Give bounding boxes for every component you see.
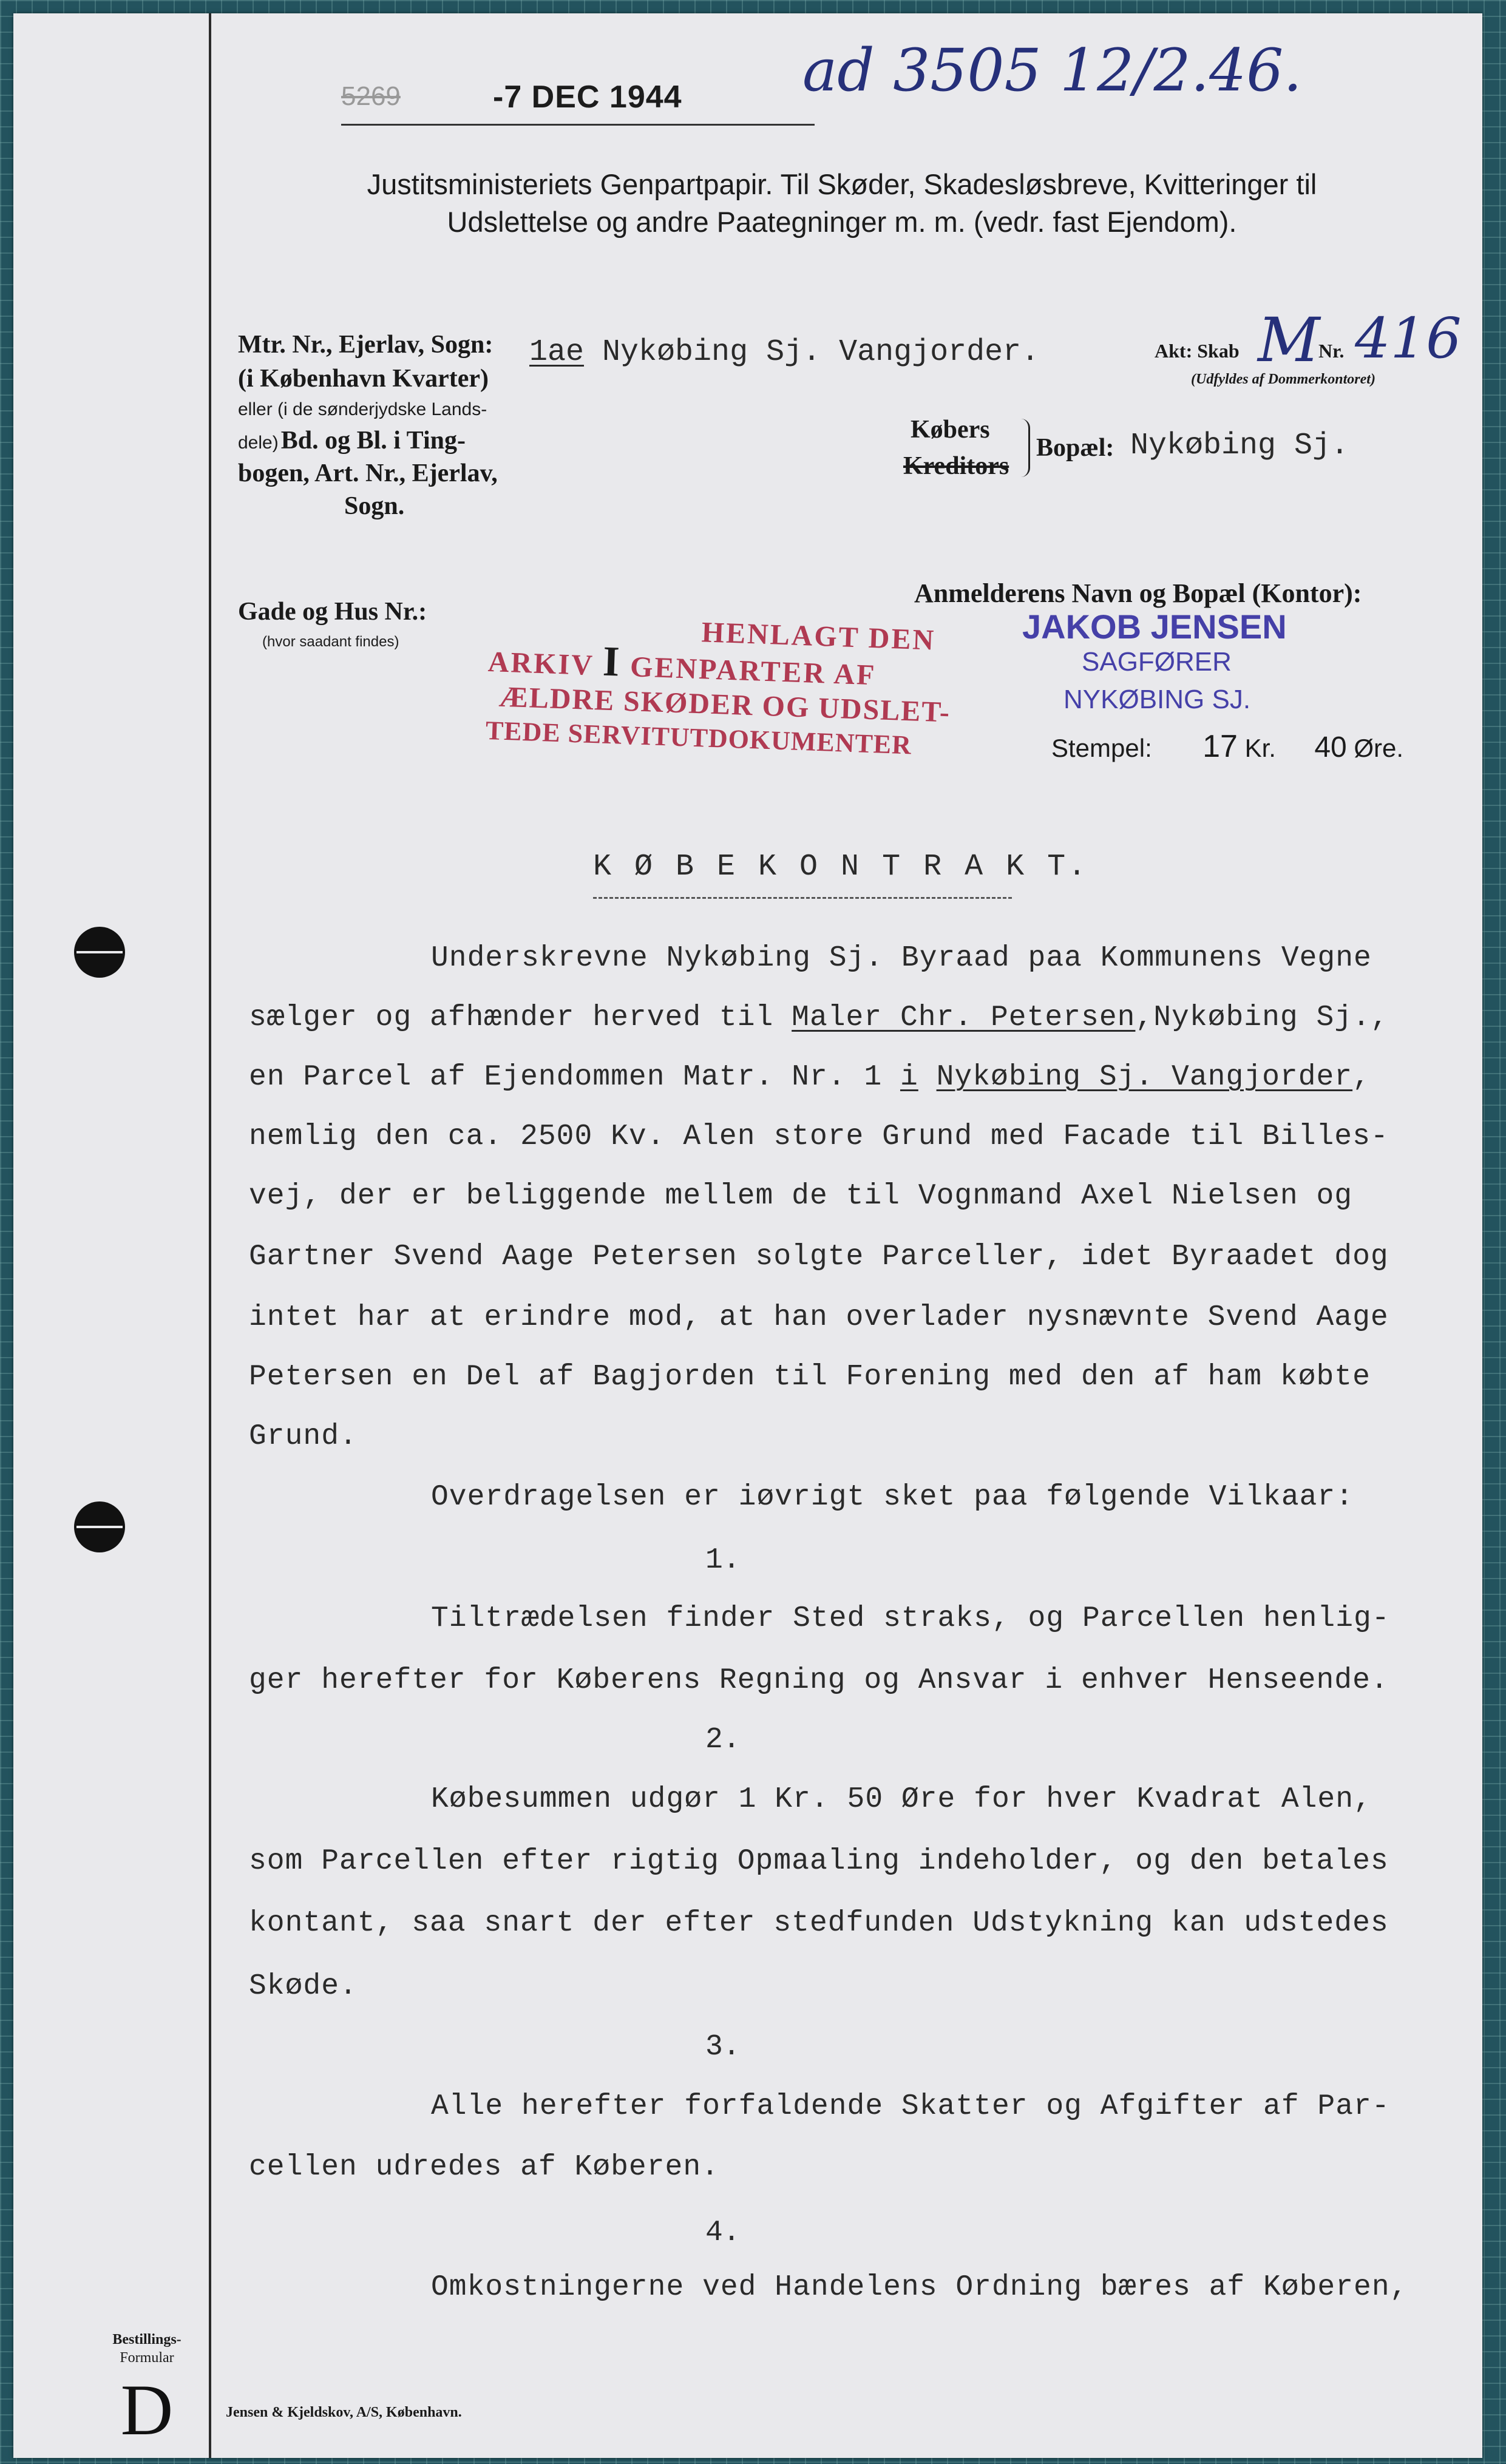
contract-line: Omkostningerne ved Handelens Ordning bæres af Køberen, [431,2271,1408,2304]
registrant-title: SAGFØRER [1082,647,1232,677]
archive-stamp-line-1: HENLAGT DEN [700,616,937,657]
contract-line [249,1001,1420,1034]
contract-line: Petersen en Del af Bagjorden til Forening med den af ham købte [249,1361,1371,1393]
contract-segment: en Parcel af Ejendommen Matr. Nr. 1 [249,1061,900,1094]
contract-segment-underlined: i [900,1061,918,1094]
handwritten-reference: ad 3505 12/2.46. [802,36,1302,104]
property-label-4-big: Bd. og Bl. i Ting- [280,427,466,455]
property-label-3: eller (i de sønderjydske Lands- [238,399,487,419]
contract-line: som Parcellen efter rigtig Opmaaling indeholder, og den betales [249,1845,1389,1878]
date-stamp: -7 DEC 1944 [493,80,682,115]
contract-line: Tiltrædelsen finder Sted straks, og Parcellen henlig- [431,1602,1390,1635]
nr-label: Nr. [1318,340,1345,362]
section-number: 3. [705,2031,741,2063]
stempel-label: Stempel: [1051,734,1152,762]
archive-roman-numeral: I [602,638,622,686]
contract-title-underline [593,897,1012,899]
property-place: Nykøbing Sj. Vangjorder. [602,335,1040,370]
form-letter: D [120,2369,174,2450]
archive-stamp-line-3: ÆLDRE SKØDER OG UDSLET- [498,680,951,729]
header-rule [341,124,815,126]
punch-hole [74,927,125,978]
akt-skab-handwritten: M [1258,305,1320,376]
contract-line: Grund. [249,1420,358,1453]
buyer-name: Maler Chr. Petersen [792,1001,1136,1034]
property-label-5: bogen, Art. Nr., Ejerlav, [238,459,498,487]
section-number: 4. [705,2216,741,2249]
title-line-2: Udslettelse og andre Paategninger m. m. (vedr. fast Ejendom). [447,206,1237,238]
margin-rule [209,13,211,2458]
contract-segment: , [1352,1061,1371,1094]
stempel-ore-value: 40 [1314,731,1347,763]
stempel-ore-label: Øre. [1354,734,1404,762]
contract-line [249,1061,1420,1094]
contract-line: nemlig den ca. 2500 Kv. Alen store Grund med Facade til Billes- [249,1120,1389,1153]
section-number: 1. [705,1544,741,1577]
document-page [13,13,1482,2458]
stempel-kr-value: 17 [1202,729,1238,764]
stempel-row [1051,728,1403,765]
order-label-1: Bestillings- [112,2332,181,2347]
struck-number: 5269 [341,81,401,111]
address-note: (hvor saadant findes) [262,634,399,650]
akt-nr-handwritten: 416 [1355,306,1462,371]
bopael-value: Nykøbing Sj. [1130,428,1349,463]
printer-imprint: Jensen & Kjeldskov, A/S, København. [226,2405,462,2420]
contract-title: K Ø B E K O N T R A K T. [593,850,1089,884]
section-number: 2. [705,1724,741,1756]
contract-line: Skøde. [249,1970,358,2003]
contract-line: Gartner Svend Aage Petersen solgte Parceller, idet Byraadet dog [249,1240,1389,1273]
contract-line: kontant, saa snart der efter stedfunden Udstykning kan udstedes [249,1907,1389,1940]
matr-number: 1ae [529,335,585,370]
archive-stamp-line-4: TEDE SERVITUTDOKUMENTER [485,715,912,760]
contract-line: intet har at erindre mod, at han overlader nysnævnte Svend Aage [249,1301,1389,1334]
property-label-1: Mtr. Nr., Ejerlav, Sogn: [238,331,494,359]
contract-line: cellen udredes af Køberen. [249,2151,719,2184]
registrant-label: Anmelderens Navn og Bopæl (Kontor): [914,578,1362,608]
punch-hole [74,1501,125,1552]
archive-stamp [484,608,1018,784]
archive-genparter: GENPARTER AF [629,651,877,692]
registrant-name: JAKOB JENSEN [1022,608,1287,646]
stempel-kr-label: Kr. [1244,734,1276,762]
property-label-4-small: dele) [238,433,279,453]
bopael-label: Bopæl: [1036,434,1114,462]
title-line-1: Justitsministeriets Genpartpapir. Til Skøder, Skadesløsbreve, Kvitteringer til [367,168,1317,200]
property-name-underlined: Nykøbing Sj. Vangjorder [936,1061,1353,1094]
kobers-label: Købers [911,416,990,444]
kreditors-label: Kreditors [903,452,1009,480]
property-label-4 [238,426,466,455]
contract-segment: ,Nykøbing Sj., [1135,1001,1389,1034]
conditions-intro: Overdragelsen er iøvrigt sket paa følgende Vilkaar: [431,1481,1354,1514]
contract-line: ger herefter for Køberens Regning og Ansvar i enhver Henseende. [249,1664,1389,1697]
registrant-city: NYKØBING SJ. [1063,685,1251,714]
akt-note: (Udfyldes af Dommerkontoret) [1191,371,1375,387]
contract-line: Alle herefter forfaldende Skatter og Afgifter af Par- [431,2090,1390,2123]
property-label-2: (i København Kvarter) [238,365,489,393]
bracket [1021,419,1030,477]
contract-segment [918,1061,937,1094]
property-value [529,335,1039,370]
contract-line: vej, der er beliggende mellem de til Vognmand Axel Nielsen og [249,1180,1353,1213]
address-label: Gade og Hus Nr.: [238,598,427,626]
order-label-2: Formular [120,2350,174,2366]
akt-label: Akt: Skab [1155,340,1240,362]
archive-label: ARKIV [487,645,594,682]
contract-line: Underskrevne Nykøbing Sj. Byraad paa Kommunens Vegne [431,942,1372,975]
property-label-6: Sogn. [344,492,405,520]
contract-segment: sælger og afhænder herved til [249,1001,792,1034]
contract-line: Købesummen udgør 1 Kr. 50 Øre for hver Kvadrat Alen, [431,1783,1372,1816]
